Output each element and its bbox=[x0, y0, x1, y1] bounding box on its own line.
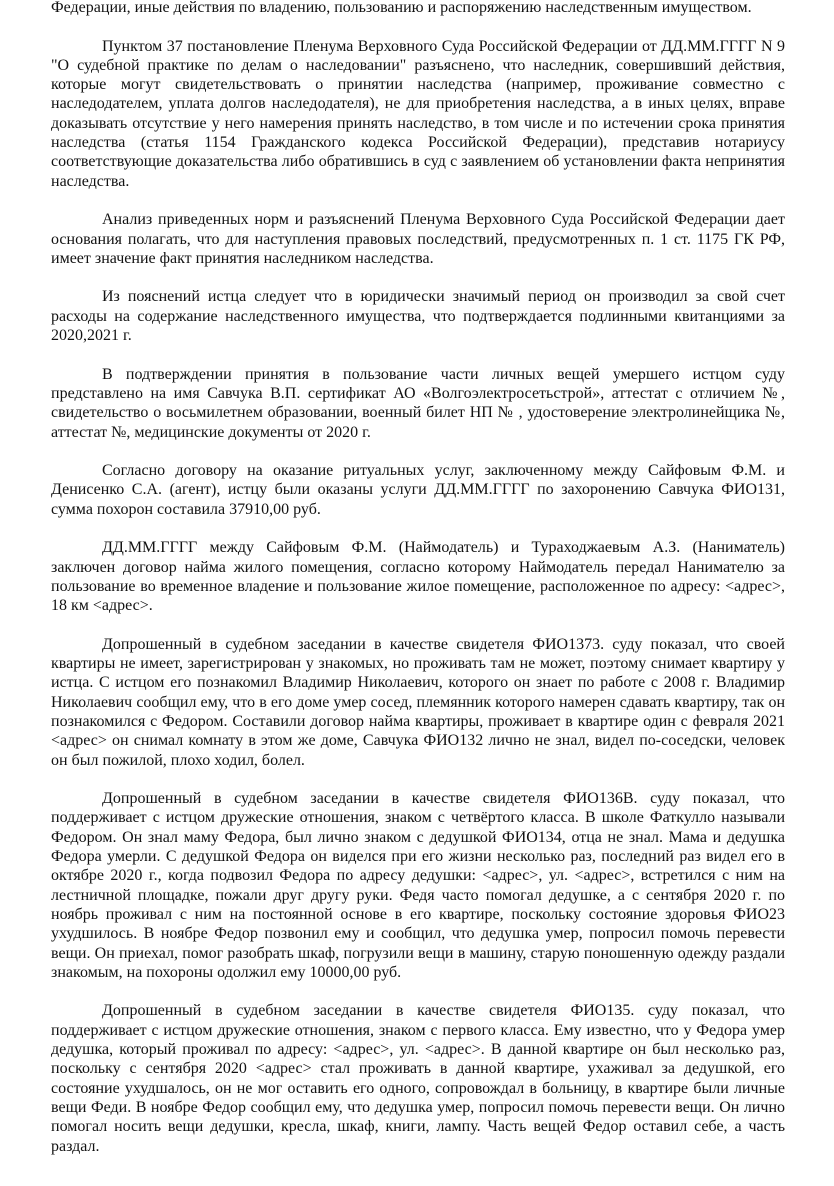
paragraph-continuation: Федерации, иные действия по владению, пользованию и распоряжению наследственным имуществом. bbox=[51, 0, 752, 16]
paragraph-witness-1: Допрошенный в судебном заседании в качестве свидетеля ФИО1373. суду показал, что своей квартиры не имеет, зарегистрирован у знакомых, но проживать там не может, поэтому снимает квартиру у истца. С истцом его познакомил Владимир Николаевич, которого он знает по работе с 2008 г. Владимир Николаевич сообщил ему, что в его доме умер сосед, племянник которого намерен сдавать квартиру, так он познакомился с Федором. Составили договор найма квартиры, проживает в квартире один с февраля 2021 <адрес> он снимал комнату в этом же доме, Савчука ФИО132 лично не знал, видел по-соседски, человек он был пожилой, плохо ходил, болел. bbox=[51, 635, 785, 769]
paragraph-witness-2: Допрошенный в судебном заседании в качестве свидетеля ФИО136В. суду показал, что поддерживает с истцом дружеские отношения, знаком с четвёртого класса. В школе Фаткулло называли Федором. Он знал маму Федора, был лично знаком с дедушкой ФИО134, отца не знал. Мама и дедушка Федора умерли. С дедушкой Федора он виделся при его жизни несколько раз, последний раз видел его в октябре 2020 г., когда подвозил Федора по адресу дедушки: <адрес>, ул. <адрес>, встретился с ним на лестничной площадке, пожали друг другу руки. Федя часто помогал дедушке, а с сентября 2020 г. по ноябрь проживал с ним на постоянной основе в его квартире, поскольку состояние здоровья ФИО23 ухудшилось. В ноябре Федор позвонил ему и сообщил, что дедушка умер, попросил помочь перевести вещи. Он приехал, помог разобрать шкаф, погрузили вещи в машину, старую поношенную одежду раздали знакомым, на похороны одолжил ему 10000,00 руб. bbox=[51, 790, 785, 981]
paragraph-plenum-clause-37: Пунктом 37 постановление Пленума Верховного Суда Российской Федерации от ДД.ММ.ГГГГ N 9 "О судебной практике по делам о наследовании" разъяснено, что наследник, совершивший действия, которые могут свидетельствовать о принятии наследства (например, проживание совместно с наследодателем, уплата долгов наследодателя), не для приобретения наследства, а в иных целях, вправе доказывать отсутствие у него намерения принять наследство, в том числе и по истечении срока принятия наследства (статья 1154 Гражданского кодекса Российской Федерации), представив нотариусу соответствующие доказательства либо обратившись в суд с заявлением об установлении факта непринятия наследства. bbox=[51, 37, 785, 190]
document-page bbox=[51, 0, 785, 1156]
paragraph-analysis: Анализ приведенных норм и разъяснений Пленума Верховного Суда Российской Федерации дает основания полагать, что для наступления правовых последствий, предусмотренных п. 1 ст. 1175 ГК РФ, имеет значение факт принятия наследником наследства. bbox=[51, 211, 785, 267]
paragraph-personal-items: В подтверждении принятия в пользование части личных вещей умершего истцом суду представлено на имя Савчука В.П. сертификат АО «Волгоэлектросетьстрой», аттестат с отличием №, свидетельство о восьмилетнем образовании, военный билет НП № , удостоверение электролинейщика №, аттестат №, медицинские документы от 2020 г. bbox=[51, 365, 785, 441]
paragraph-plaintiff-expenses: Из пояснений истца следует что в юридически значимый период он производил за свой счет расходы на содержание наследственного имущества, что подтверждается подлинными квитанциями за 2020,2021 г. bbox=[51, 288, 785, 345]
paragraph-rental-contract: ДД.ММ.ГГГГ между Сайфовым Ф.М. (Наймодатель) и Тураходжаевым А.З. (Наниматель) заключен договор найма жилого помещения, согласно которому Наймодатель передал Нанимателю за пользование во временное владение и пользование жилое помещение, расположенное по адресу: <адрес>, 18 км <адрес>. bbox=[51, 539, 785, 615]
paragraph-witness-3: Допрошенный в судебном заседании в качестве свидетеля ФИО135. суду показал, что поддерживает с истцом дружеские отношения, знаком с первого класса. Ему известно, что у Федора умер дедушка, который проживал по адресу: <адрес>, ул. <адрес>. В данной квартире он был несколько раз, поскольку с сентября 2020 <адрес> стал проживать в данной квартире, ухаживал за дедушкой, его состояние ухудшалось, он не мог оставить его одного, сопровождал в больницу, в квартире были личные вещи Феди. В ноябре Федор сообщил ему, что дедушка умер, попросил помочь перевести вещи. Он лично помогал носить вещи дедушки, кресла, шкаф, книги, лампу. Часть вещей Федор оставил себе, а часть раздал. bbox=[51, 1002, 785, 1155]
paragraph-funeral-contract: Согласно договору на оказание ритуальных услуг, заключенному между Сайфовым Ф.М. и Денисенко С.А. (агент), истцу были оказаны услуги ДД.ММ.ГГГГ по захоронению Савчука ФИО131, сумма похорон составила 37910,00 руб. bbox=[51, 462, 785, 518]
